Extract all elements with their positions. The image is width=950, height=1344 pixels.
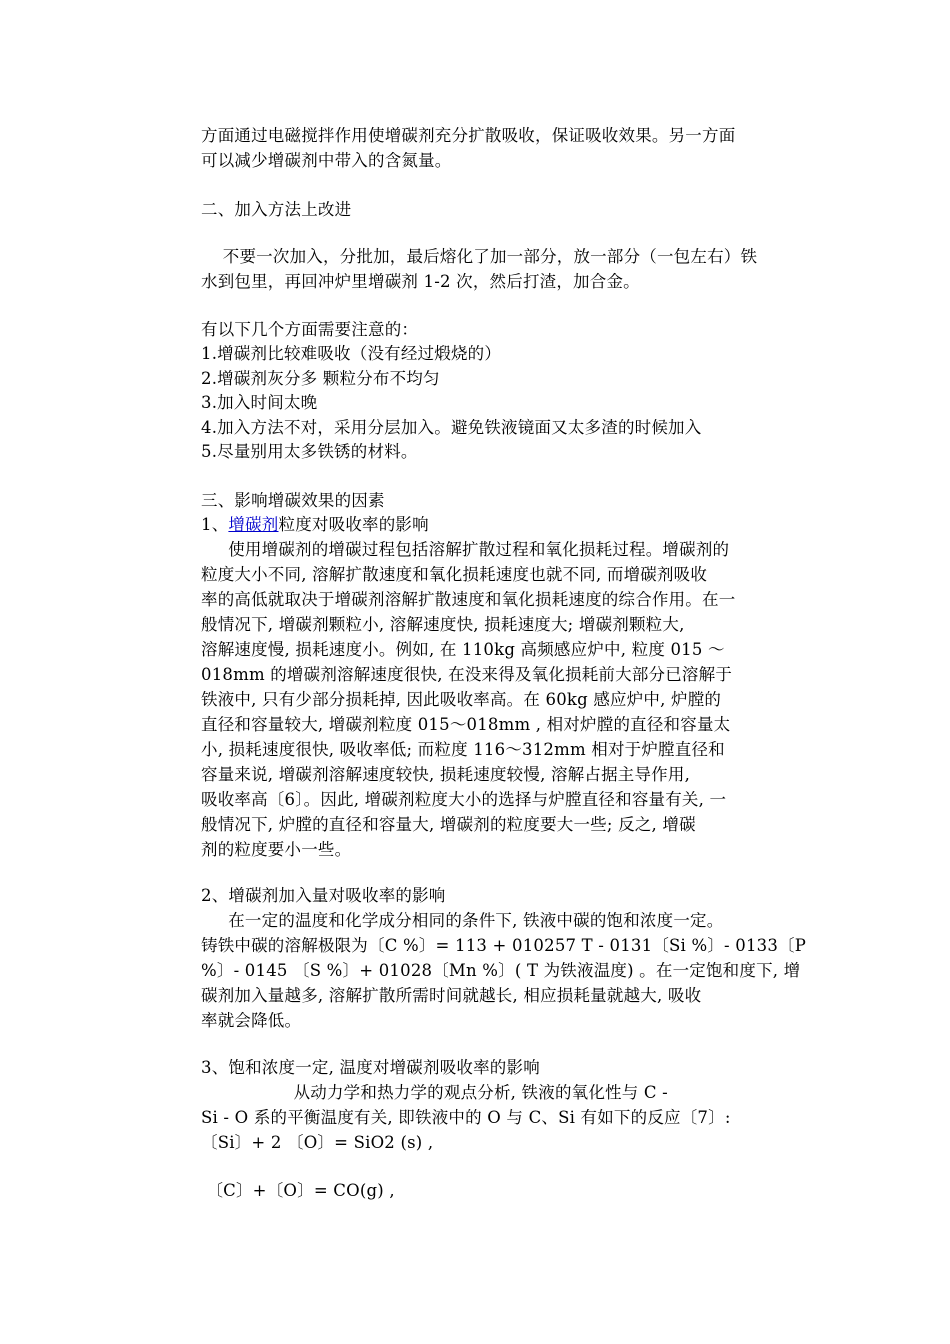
note-item: 3.加入时间太晚 bbox=[201, 393, 318, 412]
s1-line: 直径和容量较大, 增碳剂粒度 015～018mm , 相对炉膛的直径和容量太 bbox=[201, 715, 731, 734]
equation-si-o: 〔Si〕+ 2 〔O〕= SiO2 (s) , bbox=[201, 1133, 434, 1152]
subsection-title-2: 2、增碳剂加入量对吸收率的影响 bbox=[201, 886, 446, 905]
note-item: 4.加入方法不对，采用分层加入。避免铁液镜面又太多渣的时候加入 bbox=[201, 418, 702, 437]
subsection-title-1 bbox=[201, 513, 429, 537]
s2-line: %〕- 0145 〔S %〕+ 01028〔Mn %〕( T 为铁液温度) 。在一定饱和度下, 增 bbox=[201, 961, 801, 980]
note-item: 1.增碳剂比较难吸收（没有经过煅烧的） bbox=[201, 344, 502, 363]
subsection-prefix: 1、 bbox=[201, 515, 229, 534]
s1-line: 粒度大小不同, 溶解扩散速度和氧化损耗速度也就不同, 而增碳剂吸收 bbox=[201, 565, 708, 584]
s2-line: 铸铁中碳的溶解极限为〔C %〕= 113 + 010257 T - 0131〔Si %〕- 0133〔P bbox=[201, 936, 807, 955]
intro-line-2: 可以减少增碳剂中带入的含氮量。 bbox=[201, 151, 452, 170]
s2-line: 碳剂加入量越多, 溶解扩散所需时间就越长, 相应损耗量就越大, 吸收 bbox=[201, 986, 702, 1005]
s1-line: 铁液中, 只有少部分损耗掉, 因此吸收率高。在 60kg 感应炉中, 炉膛的 bbox=[201, 690, 722, 709]
s1-line: 般情况下, 炉膛的直径和容量大, 增碳剂的粒度要大一些; 反之, 增碳 bbox=[201, 815, 696, 834]
s1-line: 小, 损耗速度很快, 吸收率低; 而粒度 116～312mm 相对于炉膛直径和 bbox=[201, 740, 725, 759]
s1-line: 般情况下, 增碳剂颗粒小, 溶解速度快, 损耗速度大; 增碳剂颗粒大, bbox=[201, 615, 685, 634]
s1-line: 018mm 的增碳剂溶解速度很快, 在没来得及氧化损耗前大部分已溶解于 bbox=[201, 665, 733, 684]
s1-line: 容量来说, 增碳剂溶解速度较快, 损耗速度较慢, 溶解占据主导作用, bbox=[201, 765, 691, 784]
s1-line: 使用增碳剂的增碳过程包括溶解扩散过程和氧化损耗过程。增碳剂的 bbox=[201, 540, 730, 559]
s1-line: 溶解速度慢, 损耗速度小。例如, 在 110kg 高频感应炉中, 粒度 015 ～ bbox=[201, 640, 725, 659]
s2-line: 在一定的温度和化学成分相同的条件下, 铁液中碳的饱和浓度一定。 bbox=[201, 911, 724, 930]
equation-c-o: 〔C〕+〔O〕= CO(g) , bbox=[201, 1181, 395, 1200]
note-item: 5.尽量别用太多铁锈的材料。 bbox=[201, 442, 418, 461]
subsection-title-3: 3、饱和浓度一定, 温度对增碳剂吸收率的影响 bbox=[201, 1058, 540, 1077]
s1-line: 剂的粒度要小一些。 bbox=[201, 840, 352, 859]
s1-line: 率的高低就取决于增碳剂溶解扩散速度和氧化损耗速度的综合作用。在一 bbox=[201, 590, 736, 609]
section-heading-factors: 三、影响增碳效果的因素 bbox=[201, 491, 385, 510]
s1-line: 吸收率高〔6〕。因此, 增碳剂粒度大小的选择与炉膛直径和容量有关, 一 bbox=[201, 790, 727, 809]
subsection-suffix: 粒度对吸收率的影响 bbox=[278, 515, 429, 534]
method-line-1: 不要一次加入，分批加，最后熔化了加一部分，放一部分（一包左右）铁 bbox=[201, 247, 758, 266]
s2-line: 率就会降低。 bbox=[201, 1011, 302, 1030]
notes-title: 有以下几个方面需要注意的： bbox=[201, 320, 419, 339]
method-line-2: 水到包里，再回冲炉里增碳剂 1-2 次，然后打渣，加合金。 bbox=[201, 272, 640, 291]
section-heading-method: 二、加入方法上改进 bbox=[201, 200, 352, 219]
s3-line: 从动力学和热力学的观点分析, 铁液的氧化性与 C - bbox=[201, 1083, 668, 1102]
note-item: 2.增碳剂灰分多 颗粒分布不均匀 bbox=[201, 369, 440, 388]
recarburizer-link[interactable]: 增碳剂 bbox=[228, 515, 279, 534]
s3-line: Si - O 系的平衡温度有关, 即铁液中的 O 与 C、Si 有如下的反应〔7〕: bbox=[201, 1108, 731, 1127]
intro-line-1: 方面通过电磁搅拌作用使增碳剂充分扩散吸收，保证吸收效果。另一方面 bbox=[201, 126, 736, 145]
